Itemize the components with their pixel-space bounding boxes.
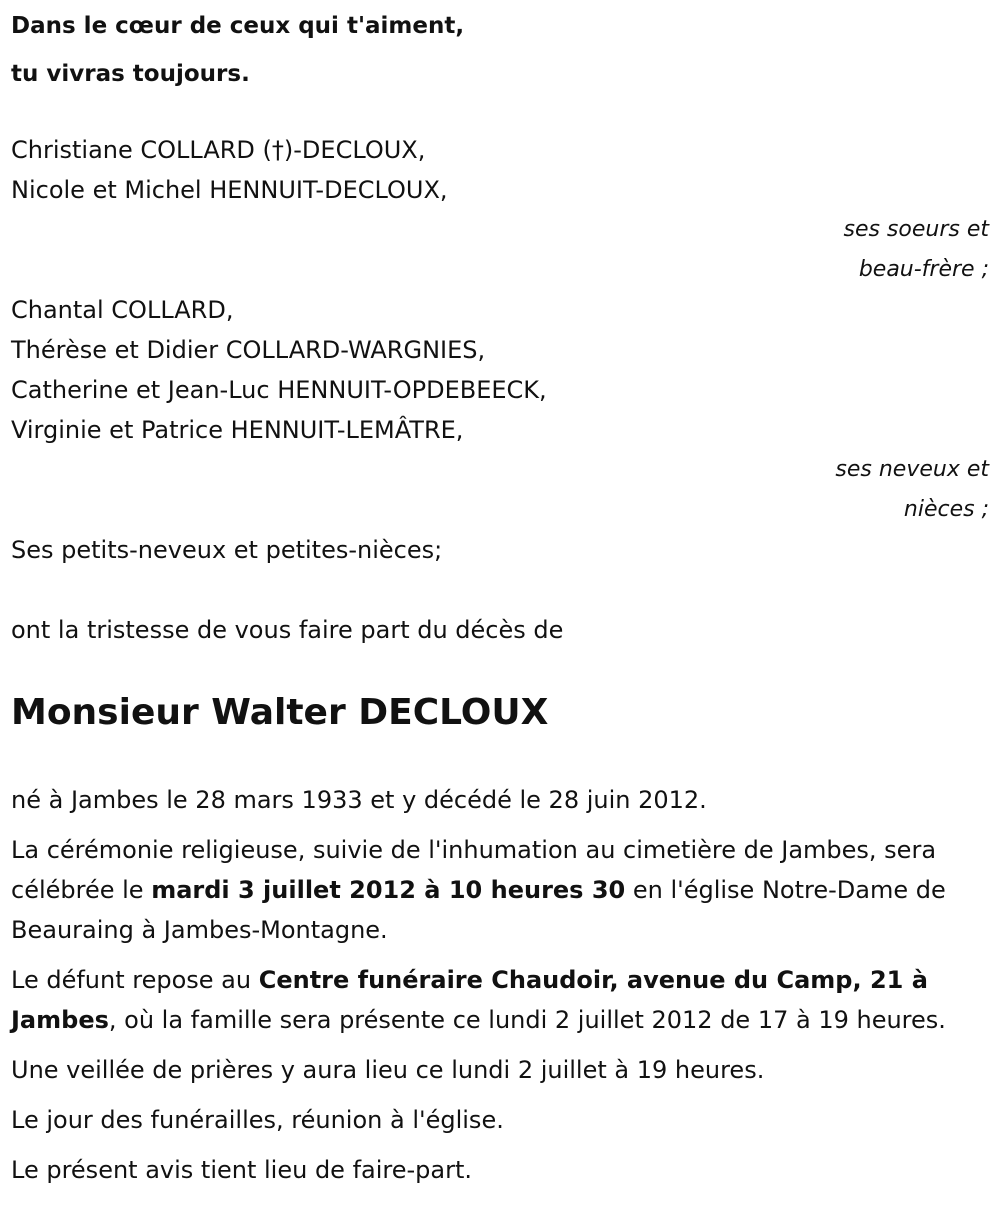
ceremony-date-time: mardi 3 juillet 2012 à 10 heures 30 [151, 876, 626, 904]
repose-text-1: Le défunt repose au [11, 966, 259, 994]
relation-line-1: ses soeurs et [843, 217, 989, 242]
repose-paragraph [11, 960, 976, 1040]
obituary-notice [11, 0, 991, 1200]
relation-label-nephews [11, 450, 991, 530]
relation-line-2: beau-frère ; [858, 257, 989, 282]
announcement-text: ont la tristesse de vous faire part du décès de [11, 616, 564, 644]
family-group-nephews [11, 290, 991, 450]
deceased-name: Monsieur Walter DECLOUX [11, 692, 549, 733]
funeral-home-address: Centre funéraire Chaudoir, avenue du Camp, 21 à Jambes [11, 966, 928, 1034]
notice-text: Le présent avis tient lieu de faire-part. [11, 1156, 473, 1184]
family-name-line: Thérèse et Didier COLLARD-WARGNIES, [11, 336, 486, 364]
vigil-text: Une veillée de prières y aura lieu ce lundi 2 juillet à 19 heures. [11, 1056, 765, 1084]
epigraph-line-2: tu vivras toujours. [11, 61, 250, 87]
epigraph [11, 2, 991, 98]
repose-text-2: , où la famille sera présente ce lundi 2 juillet 2012 de 17 à 19 heures. [108, 1006, 946, 1034]
family-name-line: Ses petits-neveux et petites-nièces; [11, 536, 443, 564]
family-group-grandnephews [11, 530, 991, 570]
family-name-line: Chantal COLLARD, [11, 296, 234, 324]
family-name-line: Virginie et Patrice HENNUIT-LEMÂTRE, [11, 416, 464, 444]
relation-label-sisters [11, 210, 991, 290]
epigraph-line-1: Dans le cœur de ceux qui t'aiment, [11, 13, 465, 39]
family-group-sisters [11, 130, 991, 210]
relation-line-1: ses neveux et [835, 457, 989, 482]
ceremony-text-1: La cérémonie religieuse, suivie de l'inhumation au cimetière de Jambes, sera célébrée le [11, 836, 937, 904]
family-name-line: Catherine et Jean-Luc HENNUIT-OPDEBEECK, [11, 376, 547, 404]
family-name-line: Nicole et Michel HENNUIT-DECLOUX, [11, 176, 448, 204]
meeting-text: Le jour des funérailles, réunion à l'église. [11, 1106, 504, 1134]
ceremony-paragraph [11, 830, 976, 950]
birth-death-text: né à Jambes le 28 mars 1933 et y décédé le 28 juin 2012. [11, 786, 707, 814]
ceremony-text-2: en l'église Notre-Dame de Beauraing à Jambes-Montagne. [11, 876, 946, 944]
family-name-line: Christiane COLLARD (†)-DECLOUX, [11, 136, 426, 164]
relation-line-2: nièces ; [903, 497, 989, 522]
